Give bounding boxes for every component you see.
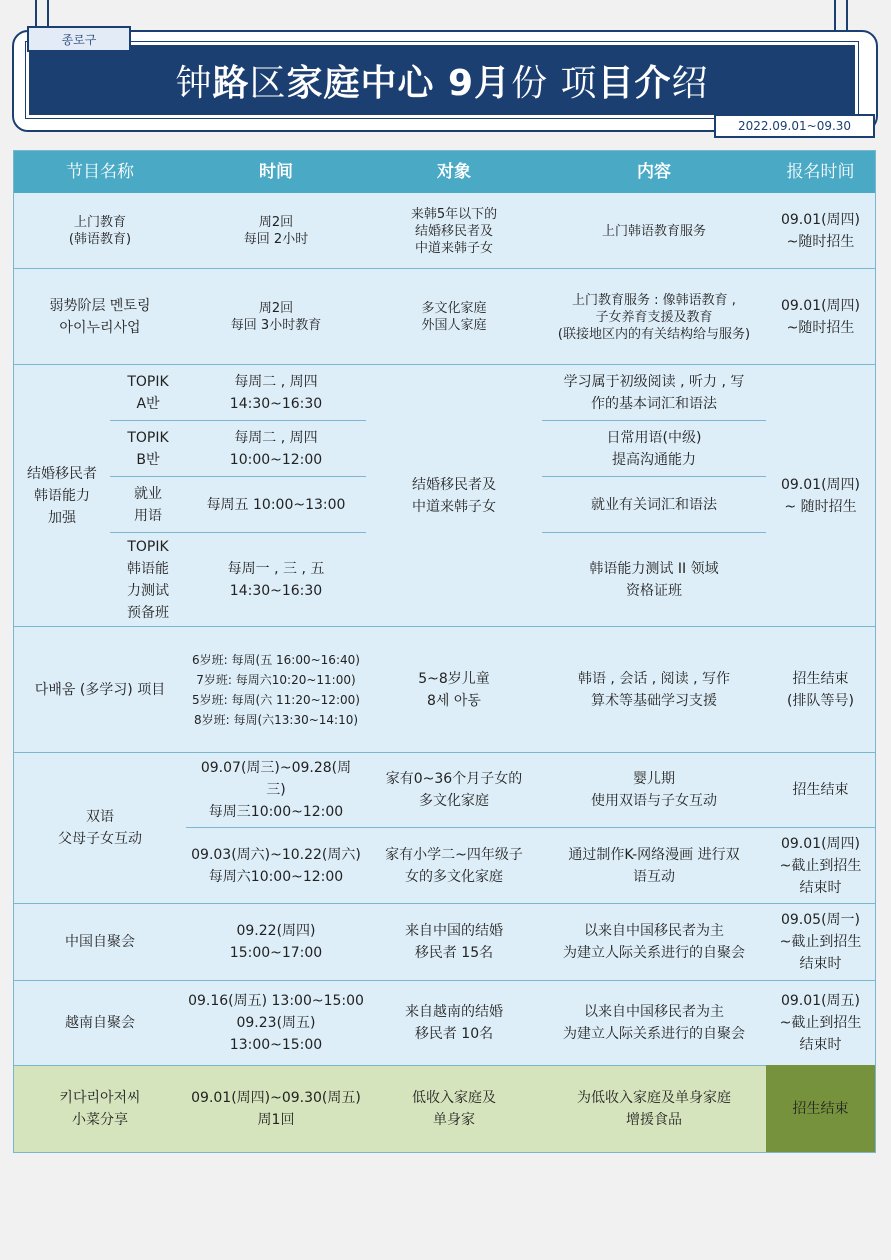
- r3-sub2-content: 日常用语(中级) 提高沟通能力: [606, 430, 702, 468]
- col-header-time: 时间: [259, 162, 293, 182]
- r6-reg: 09.05(周一) ~截止到招生 结束时: [779, 912, 862, 972]
- district-tag: 종로구: [27, 26, 131, 52]
- r5-sub2-content: 通过制作K-网络漫画 进行双 语互动: [568, 846, 740, 885]
- r3-sub4-name: TOPIK 韩语能 力测试 预备班: [127, 539, 169, 621]
- r5-sub2-time: 09.03(周六)~10.22(周六) 每周六10:00~12:00: [191, 846, 361, 885]
- r2-target: 多文化家庭 外国人家庭: [421, 301, 487, 333]
- col-header-reg: 报名时间: [786, 162, 855, 182]
- col-header-name: 节目名称: [66, 162, 134, 182]
- r1-target: 来韩5年以下的 结婚移民者及 中道来韩子女: [410, 206, 498, 256]
- r7-content: 以来自中国移民者为主 为建立人际关系进行的自聚会: [563, 1004, 745, 1042]
- r7-name: 越南自聚会: [65, 1015, 135, 1031]
- col-header-content: 内容: [637, 162, 671, 182]
- r5-sub2-reg: 09.01(周四) ~截止到招生 结束时: [779, 835, 862, 896]
- r7-time: 09.16(周五) 13:00~15:00 09.23(周五) 13:00~15:00: [188, 993, 364, 1053]
- r8-time: 09.01(周四)~09.30(周五) 周1回: [191, 1089, 361, 1128]
- r2-name: 弱势阶层 멘토링 아이누리사업: [49, 298, 151, 336]
- r5-sub1-reg: 招生结束: [792, 782, 849, 798]
- r1-name: 上门教育 (韩语教育): [68, 215, 132, 247]
- r4-time: 6岁班: 每周(五 16:00~16:40) 7岁班: 每周六10:20~11:00) 5岁班: 每周(六 11:20~12:00) 8岁班: 每周(六13:30~14:10): [192, 653, 360, 727]
- r4-content: 韩语 , 会话 , 阅读 , 写作 算术等基础学习支援: [577, 671, 731, 709]
- r2-time: 周2回 每回 3小时教育: [230, 301, 322, 333]
- r8-content: 为低收入家庭及单身家庭 增援食品: [577, 1089, 731, 1128]
- program-table: [13, 150, 876, 1153]
- r4-target: 5~8岁儿童 8세 아동: [418, 671, 490, 709]
- r8-reg: 招生结束: [792, 1100, 849, 1117]
- r3-sub1-content: 学习属于初级阅读 , 听力 , 写 作的基本词汇和语法: [563, 374, 745, 412]
- r2-reg: 09.01(周四) ~随时招生: [780, 298, 860, 336]
- r6-content: 以来自中国移民者为主 为建立人际关系进行的自聚会: [563, 923, 745, 961]
- r8-name: 키다리아저씨 小菜分享: [59, 1089, 141, 1128]
- r1-reg: 09.01(周四) ~随时招生: [780, 212, 860, 250]
- r5-name: 双语 父母子女互动: [58, 809, 142, 847]
- r3-sub3-content: 就业有关词汇和语法: [591, 497, 717, 513]
- r3-sub4-content: 韩语能力测试 II 领域 资格证班: [589, 561, 719, 599]
- page-title: 钟 路 区 家庭中心 9月 份 项 目介 绍: [175, 62, 709, 104]
- r7-target: 来自越南的结婚 移民者 10名: [405, 1004, 503, 1042]
- r5-sub1-target: 家有0~36个月子女的 多文化家庭: [385, 771, 523, 809]
- r5-sub1-content: 婴儿期 使用双语与子女互动: [591, 771, 717, 809]
- col-header-target: 对象: [437, 162, 471, 182]
- r7-reg: 09.01(周五) ~截止到招生 结束时: [779, 993, 862, 1053]
- r6-target: 来自中国的结婚 移民者 15名: [405, 923, 503, 961]
- r4-name: 다배움 (多学习) 项目: [34, 682, 166, 698]
- r3-sub3-name: 就业 用语: [134, 486, 162, 524]
- r1-time: 周2回 每回 2小时: [243, 215, 309, 247]
- r8-target: 低收入家庭及 单身家: [412, 1089, 496, 1128]
- r3-sub3-time: 每周五 10:00~13:00: [206, 497, 346, 513]
- r1-content: 上门韩语教育服务: [601, 223, 706, 239]
- r3-name: 结婚移民者 韩语能力 加强: [27, 466, 97, 526]
- r5-sub1-time: 09.07(周三)~09.28(周 三) 每周三10:00~12:00: [200, 760, 352, 820]
- r3-sub4-time: 每周一 , 三 , 五 14:30~16:30: [227, 561, 325, 599]
- r3-sub1-name: TOPIK A반: [127, 374, 169, 412]
- date-range: 2022.09.01~09.30: [714, 114, 875, 138]
- r6-time: 09.22(周四) 15:00~17:00: [229, 923, 323, 961]
- r4-reg: 招生结束 (排队等号): [787, 671, 854, 709]
- r6-name: 中国自聚会: [65, 934, 135, 950]
- r2-content: 上门教育服务 : 像韩语教育 , 子女养育支援及教育 (联接地区内的有关结构给与服务): [557, 292, 751, 342]
- r3-sub2-name: TOPIK B반: [127, 430, 169, 468]
- r3-sub1-time: 每周二 , 周四 14:30~16:30: [229, 374, 323, 412]
- r3-target: 结婚移民者及 中道来韩子女: [412, 477, 496, 515]
- r5-sub2-target: 家有小学二~四年级子 女的多文化家庭: [385, 846, 523, 885]
- r3-reg: 09.01(周四) ~ 随时招生: [780, 477, 860, 515]
- r3-sub2-time: 每周二 , 周四 10:00~12:00: [229, 430, 323, 468]
